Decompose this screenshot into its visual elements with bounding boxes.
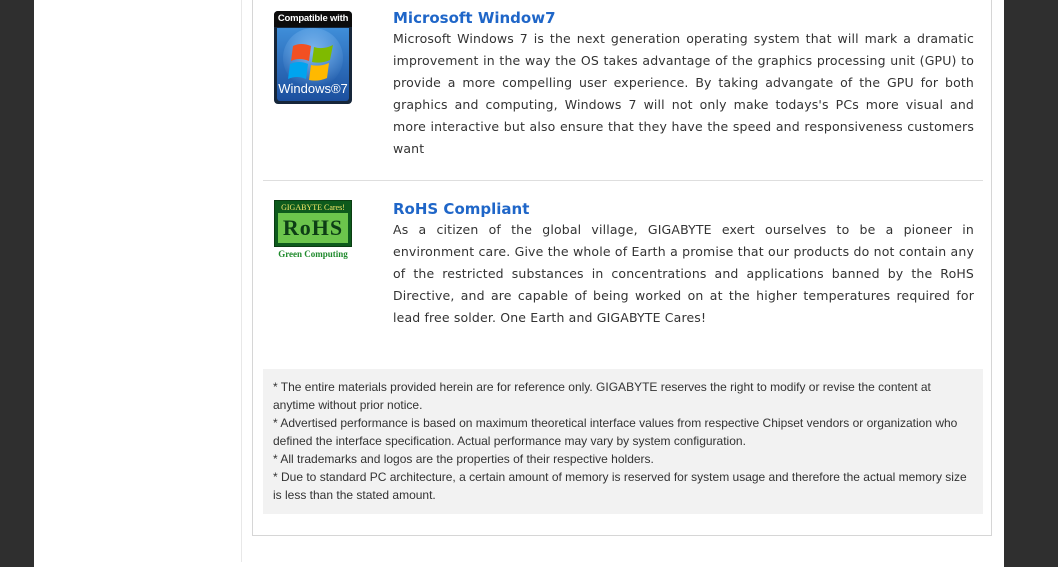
- windows7-logo: [274, 11, 352, 104]
- feature-description-rohs: As a citizen of the global village, GIGABYTE exert ourselves to be a pioneer in environment care. Give the whole of Earth a promise that our products do not contain any of the restricted substances in concentrations and applications banned by the RoHS Directive, and are capable of being worked on at the higher temperatures required for lead free solder. One Earth and GIGABYTE Cares!: [393, 222, 974, 325]
- feature-title-rohs: RoHS Compliant: [393, 200, 530, 218]
- note-item: * All trademarks and logos are the properties of their respective holders.: [273, 452, 654, 466]
- feature-separator: [263, 180, 983, 181]
- rohs-logo-subtitle: Green Computing: [278, 249, 348, 259]
- windows7-logo-caption: Compatible with: [274, 11, 352, 27]
- rohs-logo: [274, 200, 352, 260]
- feature-title-windows7: Microsoft Window7: [393, 9, 556, 27]
- note-item: * The entire materials provided herein are for reference only. GIGABYTE reserves the right to modify or revise the content at anytime without prior notice.: [273, 380, 931, 412]
- windows-flag-icon: [277, 28, 349, 101]
- note-item: * Due to standard PC architecture, a certain amount of memory is reserved for system usage and therefore the actual memory size is less than the stated amount.: [273, 470, 967, 502]
- rohs-logo-caption: GIGABYTE Cares!: [281, 203, 345, 212]
- feature-description-windows7: Microsoft Windows 7 is the next generation operating system that will mark a dramatic improvement in the way the OS takes advantage of the graphics processing unit (GPU) to provide a more compelling user experience. By taking advangate of the GPU for both graphics and computing, Windows 7 will not only make todays's PCs more visual and more interactive but also ensure that they have the speed and responsiveness customers want: [393, 31, 974, 156]
- note-item: * Advertised performance is based on maximum theoretical interface values from respective Chipset vendors or organization who defined the interface specification. Actual performance may vary by system configuration.: [273, 416, 958, 448]
- rohs-logo-word: RoHS: [278, 213, 348, 243]
- disclaimer-notes: [263, 369, 983, 514]
- windows7-logo-brand: Windows®7: [278, 81, 348, 96]
- page: [34, 0, 1004, 567]
- features-panel: [252, 0, 992, 536]
- column-divider: [241, 0, 242, 562]
